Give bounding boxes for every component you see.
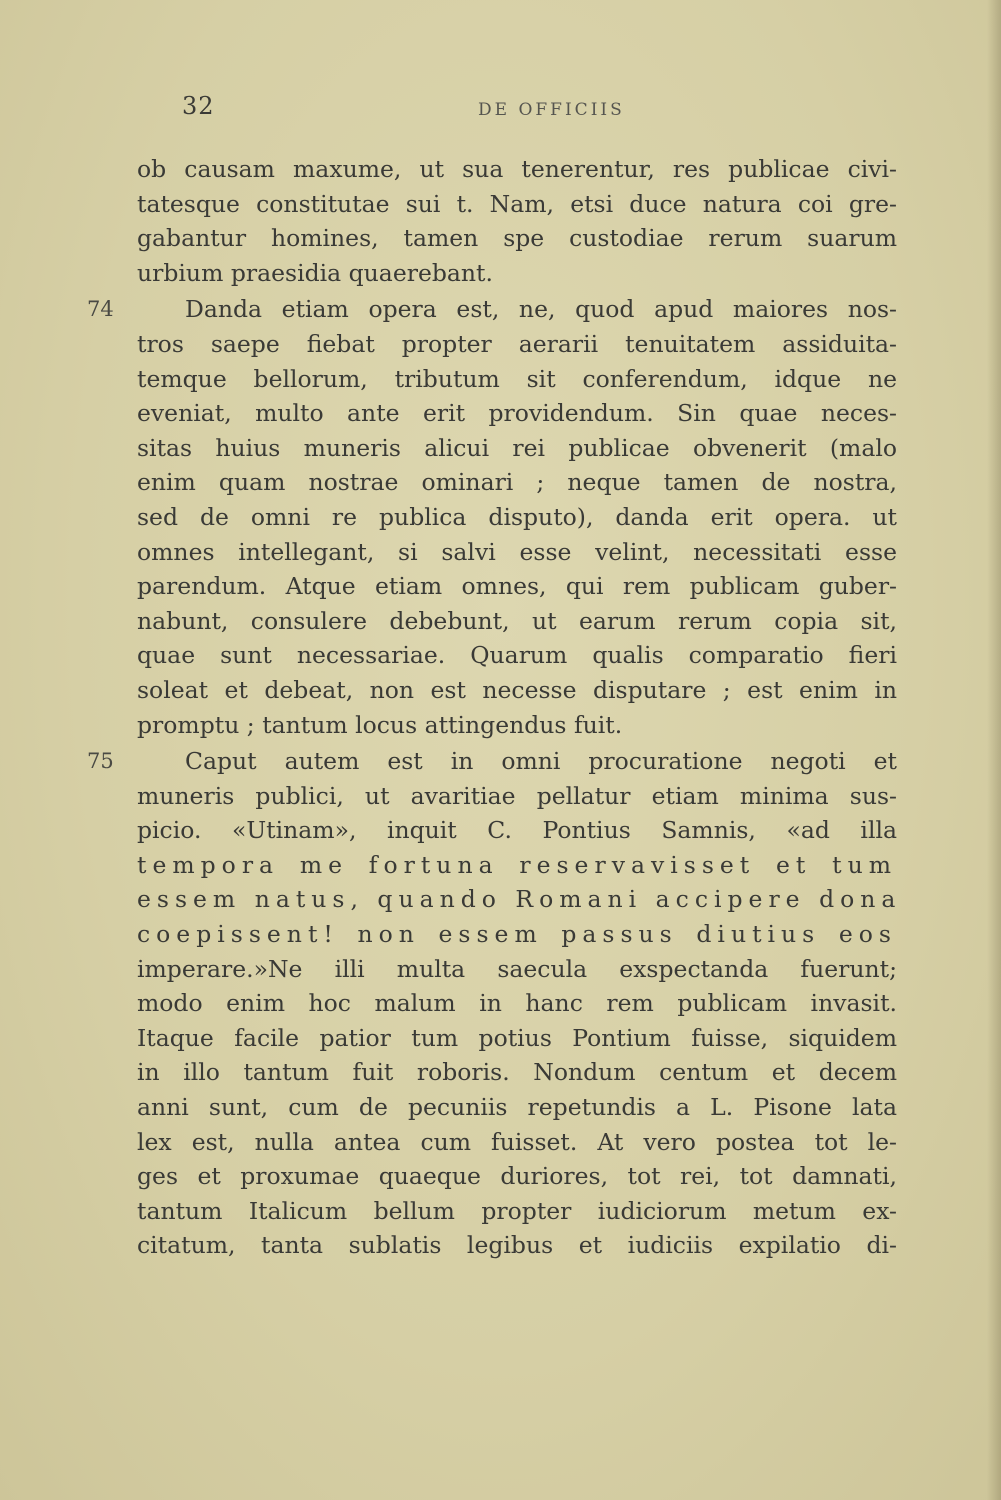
text-line: soleat et debeat, non est necesse disputare ; est enim in xyxy=(137,675,897,704)
text-line: temque bellorum, tributum sit conferendum, idque ne xyxy=(137,364,897,393)
text-line: lex est, nulla antea cum fuisset. At vero postea tot le- xyxy=(137,1127,897,1156)
text-line: Itaque facile patior tum potius Pontium fuisse, siquidem xyxy=(137,1023,897,1052)
margin-number-75: 75 xyxy=(87,749,114,774)
text-line-section-75 xyxy=(87,744,897,779)
text-line-spaced: essem natus, quando Romani accipere dona xyxy=(137,885,902,914)
text-line-spaced: tempora me fortuna reservavisset et tum xyxy=(137,850,897,879)
body-text xyxy=(87,152,902,1263)
text-line: tantum Italicum bellum propter iudiciorum metum ex- xyxy=(137,1196,897,1225)
text-line: modo enim hoc malum in hanc rem publicam invasit. xyxy=(137,989,897,1018)
text-line: urbium praesidia quaerebant. xyxy=(137,258,493,287)
text-line: parendum. Atque etiam omnes, qui rem publicam guber- xyxy=(137,572,897,601)
text-line: eveniat, multo ante erit providendum. Sin quae neces- xyxy=(137,399,897,428)
page-edge-shadow xyxy=(987,0,1001,1500)
text-line: muneris publici, ut avaritiae pellatur etiam minima sus- xyxy=(137,781,897,810)
text-line: picio. «Utinam», inquit C. Pontius Samnis, «ad illa xyxy=(137,816,897,845)
text-line: gabantur homines, tamen spe custodiae rerum suarum xyxy=(137,224,897,253)
page-header xyxy=(0,92,1001,132)
text-line: imperare.»Ne illi multa saecula exspectanda fuerunt; xyxy=(137,954,897,983)
text-line: tros saepe fiebat propter aerarii tenuitatem assiduita- xyxy=(137,329,897,358)
text-line: citatum, tanta sublatis legibus et iudiciis expilatio di- xyxy=(137,1231,897,1260)
running-title: DE OFFICIIS xyxy=(478,100,625,120)
text-line: nabunt, consulere debebunt, ut earum rerum copia sit, xyxy=(137,606,897,635)
text-line: anni sunt, cum de pecuniis repetundis a L. Pisone lata xyxy=(137,1093,897,1122)
text-line: omnes intellegant, si salvi esse velint, necessitati esse xyxy=(137,537,897,566)
text-line-section-74 xyxy=(87,292,897,327)
text-line: quae sunt necessariae. Quarum qualis comparatio fieri xyxy=(137,641,897,670)
text-line-content: Caput autem est in omni procuratione negoti et xyxy=(185,747,897,776)
text-line-content: Danda etiam opera est, ne, quod apud maiores nos- xyxy=(185,295,897,324)
text-line-spaced: coepissent! non essem passus diutius eos xyxy=(137,920,897,949)
text-line: sed de omni re publica disputo), danda erit opera. ut xyxy=(137,502,897,531)
text-line: promptu ; tantum locus attingendus fuit. xyxy=(137,710,623,739)
text-line: ges et proxumae quaeque duriores, tot rei, tot damnati, xyxy=(137,1162,897,1191)
text-line: ob causam maxume, ut sua tenerentur, res publicae civi- xyxy=(137,155,897,183)
text-line: tatesque constitutae sui t. Nam, etsi duce natura coi gre- xyxy=(137,189,897,218)
page-number: 32 xyxy=(182,92,215,120)
text-line: enim quam nostrae ominari ; neque tamen de nostra, xyxy=(137,468,897,497)
text-line: in illo tantum fuit roboris. Nondum centum et decem xyxy=(137,1058,897,1087)
text-line: sitas huius muneris alicui rei publicae obvenerit (malo xyxy=(137,433,897,462)
margin-number-74: 74 xyxy=(87,297,114,322)
